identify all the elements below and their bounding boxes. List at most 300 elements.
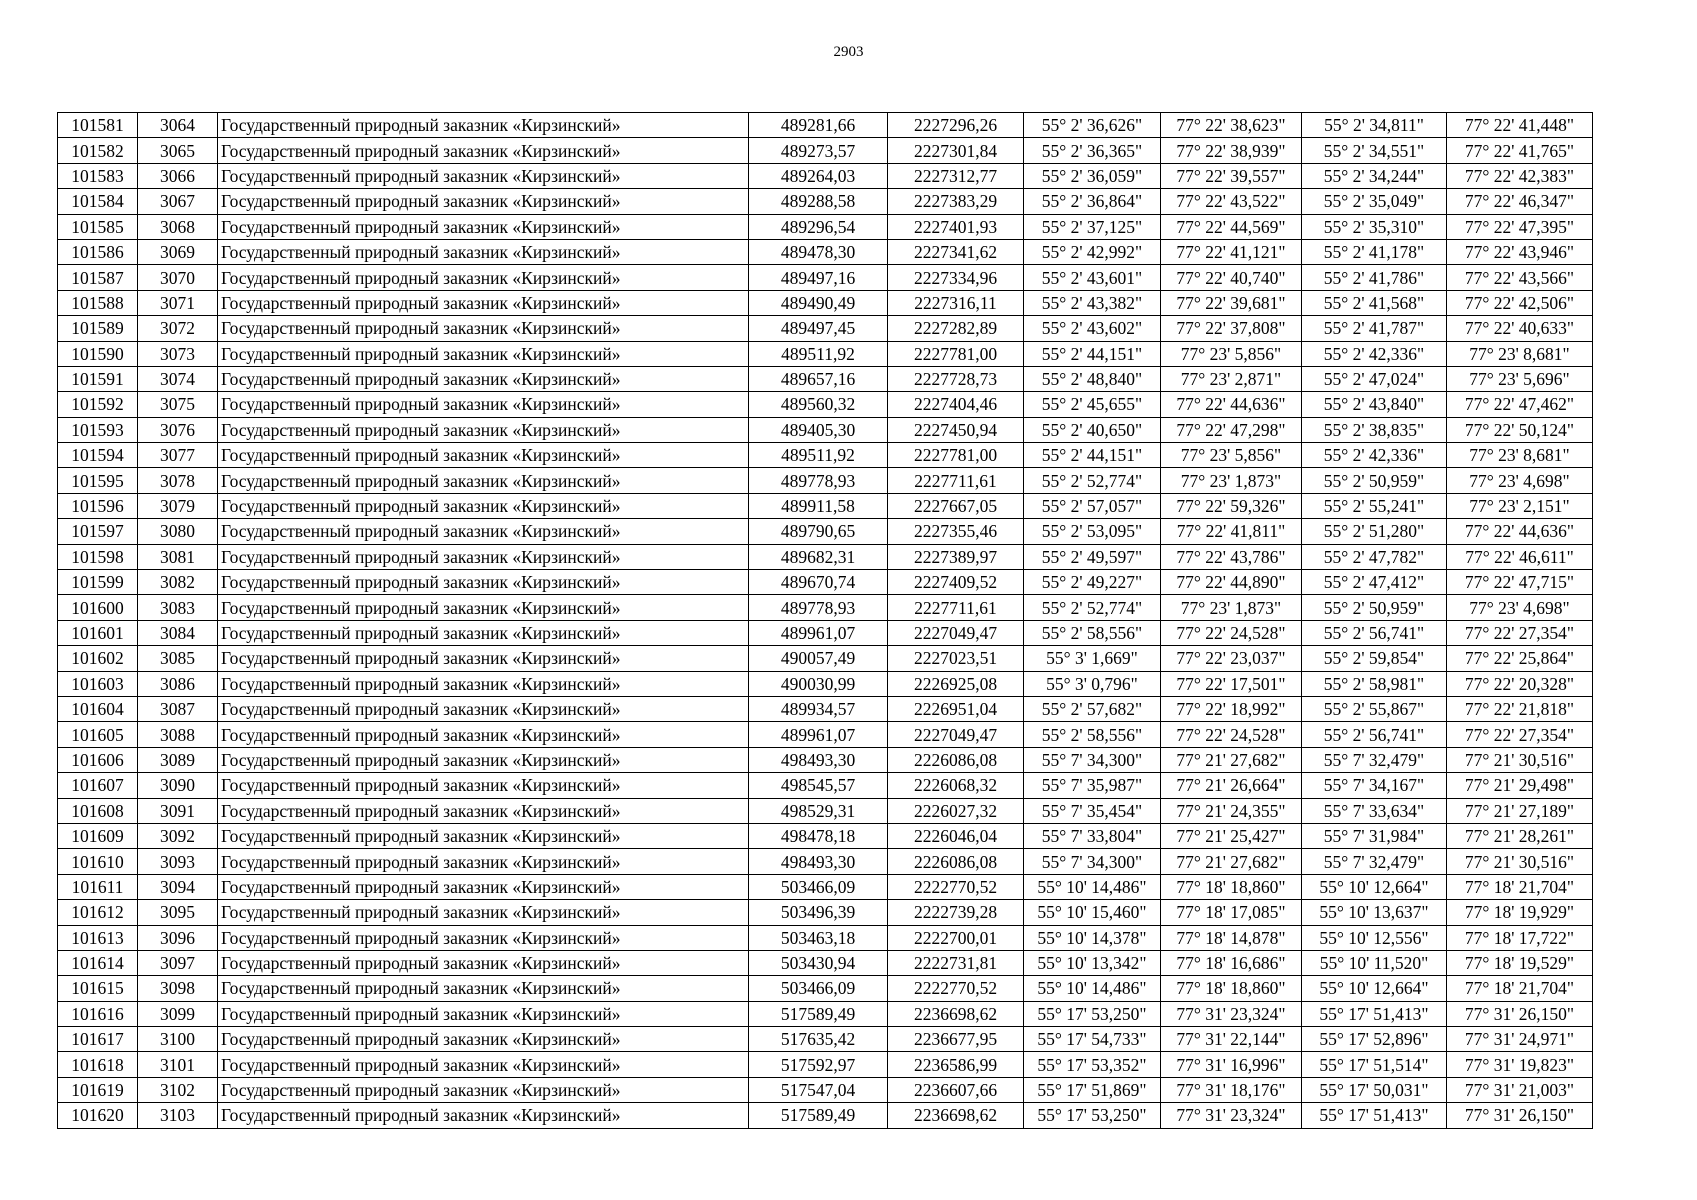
y-coordinate-cell: 2227728,73 — [888, 366, 1024, 391]
longitude-wgs-cell: 77° 23' 2,151" — [1447, 493, 1593, 518]
y-coordinate-cell: 2227401,93 — [888, 214, 1024, 239]
table-row — [58, 950, 1593, 975]
record-id-cell: 101596 — [58, 493, 138, 518]
y-coordinate-cell: 2227341,62 — [888, 239, 1024, 264]
table-row — [58, 519, 1593, 544]
latitude-wgs-cell: 55° 2' 58,981" — [1302, 671, 1447, 696]
x-coordinate-cell: 503430,94 — [749, 950, 888, 975]
latitude-wgs-cell: 55° 2' 47,024" — [1302, 366, 1447, 391]
table-row — [58, 671, 1593, 696]
latitude-wgs-cell: 55° 10' 12,664" — [1302, 874, 1447, 899]
x-coordinate-cell: 498529,31 — [749, 798, 888, 823]
table-row — [58, 773, 1593, 798]
territory-name-cell: Государственный природный заказник «Кирзинский» — [218, 239, 749, 264]
longitude-msk-cell: 77° 31' 23,324" — [1161, 1001, 1302, 1026]
longitude-wgs-cell: 77° 21' 27,189" — [1447, 798, 1593, 823]
x-coordinate-cell: 517589,49 — [749, 1103, 888, 1128]
point-number-cell: 3094 — [138, 874, 218, 899]
latitude-wgs-cell: 55° 10' 12,664" — [1302, 976, 1447, 1001]
x-coordinate-cell: 489790,65 — [749, 519, 888, 544]
table-row — [58, 570, 1593, 595]
table-row — [58, 113, 1593, 138]
latitude-wgs-cell: 55° 2' 41,787" — [1302, 316, 1447, 341]
y-coordinate-cell: 2227711,61 — [888, 595, 1024, 620]
longitude-wgs-cell: 77° 23' 5,696" — [1447, 366, 1593, 391]
territory-name-cell: Государственный природный заказник «Кирзинский» — [218, 138, 749, 163]
record-id-cell: 101615 — [58, 976, 138, 1001]
point-number-cell: 3071 — [138, 290, 218, 315]
territory-name-cell: Государственный природный заказник «Кирзинский» — [218, 443, 749, 468]
y-coordinate-cell: 2222739,28 — [888, 900, 1024, 925]
latitude-msk-cell: 55° 7' 33,804" — [1024, 823, 1161, 848]
table-row — [58, 316, 1593, 341]
latitude-wgs-cell: 55° 7' 31,984" — [1302, 823, 1447, 848]
longitude-wgs-cell: 77° 22' 47,395" — [1447, 214, 1593, 239]
record-id-cell: 101606 — [58, 747, 138, 772]
point-number-cell: 3092 — [138, 823, 218, 848]
table-row — [58, 976, 1593, 1001]
x-coordinate-cell: 489490,49 — [749, 290, 888, 315]
x-coordinate-cell: 517547,04 — [749, 1077, 888, 1102]
longitude-wgs-cell: 77° 21' 30,516" — [1447, 849, 1593, 874]
latitude-msk-cell: 55° 7' 34,300" — [1024, 849, 1161, 874]
latitude-msk-cell: 55° 17' 54,733" — [1024, 1027, 1161, 1052]
y-coordinate-cell: 2227383,29 — [888, 189, 1024, 214]
longitude-msk-cell: 77° 31' 18,176" — [1161, 1077, 1302, 1102]
point-number-cell: 3086 — [138, 671, 218, 696]
longitude-msk-cell: 77° 22' 17,501" — [1161, 671, 1302, 696]
latitude-msk-cell: 55° 2' 36,864" — [1024, 189, 1161, 214]
territory-name-cell: Государственный природный заказник «Кирзинский» — [218, 1052, 749, 1077]
table-row — [58, 493, 1593, 518]
latitude-msk-cell: 55° 10' 14,378" — [1024, 925, 1161, 950]
longitude-msk-cell: 77° 21' 27,682" — [1161, 849, 1302, 874]
record-id-cell: 101613 — [58, 925, 138, 950]
point-number-cell: 3089 — [138, 747, 218, 772]
record-id-cell: 101594 — [58, 443, 138, 468]
point-number-cell: 3099 — [138, 1001, 218, 1026]
table-row — [58, 417, 1593, 442]
latitude-wgs-cell: 55° 7' 34,167" — [1302, 773, 1447, 798]
record-id-cell: 101588 — [58, 290, 138, 315]
point-number-cell: 3073 — [138, 341, 218, 366]
record-id-cell: 101590 — [58, 341, 138, 366]
longitude-msk-cell: 77° 22' 41,121" — [1161, 239, 1302, 264]
record-id-cell: 101618 — [58, 1052, 138, 1077]
longitude-msk-cell: 77° 22' 18,992" — [1161, 696, 1302, 721]
longitude-msk-cell: 77° 23' 5,856" — [1161, 443, 1302, 468]
point-number-cell: 3097 — [138, 950, 218, 975]
table-row — [58, 443, 1593, 468]
x-coordinate-cell: 503466,09 — [749, 874, 888, 899]
latitude-msk-cell: 55° 2' 37,125" — [1024, 214, 1161, 239]
longitude-wgs-cell: 77° 22' 20,328" — [1447, 671, 1593, 696]
x-coordinate-cell: 489778,93 — [749, 595, 888, 620]
latitude-wgs-cell: 55° 2' 47,782" — [1302, 544, 1447, 569]
latitude-wgs-cell: 55° 2' 41,178" — [1302, 239, 1447, 264]
longitude-wgs-cell: 77° 21' 28,261" — [1447, 823, 1593, 848]
latitude-wgs-cell: 55° 2' 38,835" — [1302, 417, 1447, 442]
point-number-cell: 3091 — [138, 798, 218, 823]
longitude-wgs-cell: 77° 22' 25,864" — [1447, 646, 1593, 671]
territory-name-cell: Государственный природный заказник «Кирзинский» — [218, 849, 749, 874]
territory-name-cell: Государственный природный заказник «Кирзинский» — [218, 392, 749, 417]
table-row — [58, 265, 1593, 290]
y-coordinate-cell: 2227667,05 — [888, 493, 1024, 518]
longitude-msk-cell: 77° 31' 16,996" — [1161, 1052, 1302, 1077]
territory-name-cell: Государственный природный заказник «Кирзинский» — [218, 646, 749, 671]
table-row — [58, 163, 1593, 188]
territory-name-cell: Государственный природный заказник «Кирзинский» — [218, 290, 749, 315]
table-row — [58, 392, 1593, 417]
territory-name-cell: Государственный природный заказник «Кирзинский» — [218, 519, 749, 544]
y-coordinate-cell: 2227355,46 — [888, 519, 1024, 544]
y-coordinate-cell: 2227781,00 — [888, 341, 1024, 366]
point-number-cell: 3102 — [138, 1077, 218, 1102]
record-id-cell: 101602 — [58, 646, 138, 671]
point-number-cell: 3100 — [138, 1027, 218, 1052]
latitude-msk-cell: 55° 2' 44,151" — [1024, 341, 1161, 366]
territory-name-cell: Государственный природный заказник «Кирзинский» — [218, 493, 749, 518]
territory-name-cell: Государственный природный заказник «Кирзинский» — [218, 1103, 749, 1128]
longitude-wgs-cell: 77° 22' 46,611" — [1447, 544, 1593, 569]
record-id-cell: 101609 — [58, 823, 138, 848]
longitude-wgs-cell: 77° 18' 21,704" — [1447, 874, 1593, 899]
record-id-cell: 101587 — [58, 265, 138, 290]
territory-name-cell: Государственный природный заказник «Кирзинский» — [218, 265, 749, 290]
territory-name-cell: Государственный природный заказник «Кирзинский» — [218, 620, 749, 645]
longitude-msk-cell: 77° 23' 2,871" — [1161, 366, 1302, 391]
latitude-msk-cell: 55° 2' 49,597" — [1024, 544, 1161, 569]
y-coordinate-cell: 2227404,46 — [888, 392, 1024, 417]
point-number-cell: 3066 — [138, 163, 218, 188]
longitude-msk-cell: 77° 22' 44,569" — [1161, 214, 1302, 239]
x-coordinate-cell: 489911,58 — [749, 493, 888, 518]
latitude-msk-cell: 55° 17' 53,250" — [1024, 1103, 1161, 1128]
table-row — [58, 239, 1593, 264]
longitude-wgs-cell: 77° 22' 41,448" — [1447, 113, 1593, 138]
latitude-wgs-cell: 55° 17' 52,896" — [1302, 1027, 1447, 1052]
longitude-msk-cell: 77° 22' 39,557" — [1161, 163, 1302, 188]
table-row — [58, 925, 1593, 950]
record-id-cell: 101584 — [58, 189, 138, 214]
longitude-msk-cell: 77° 22' 37,808" — [1161, 316, 1302, 341]
y-coordinate-cell: 2226086,08 — [888, 747, 1024, 772]
latitude-msk-cell: 55° 2' 48,840" — [1024, 366, 1161, 391]
longitude-msk-cell: 77° 21' 24,355" — [1161, 798, 1302, 823]
latitude-msk-cell: 55° 2' 52,774" — [1024, 595, 1161, 620]
longitude-wgs-cell: 77° 31' 26,150" — [1447, 1103, 1593, 1128]
longitude-wgs-cell: 77° 22' 47,715" — [1447, 570, 1593, 595]
x-coordinate-cell: 489778,93 — [749, 468, 888, 493]
latitude-wgs-cell: 55° 2' 35,310" — [1302, 214, 1447, 239]
y-coordinate-cell: 2226086,08 — [888, 849, 1024, 874]
territory-name-cell: Государственный природный заказник «Кирзинский» — [218, 950, 749, 975]
latitude-msk-cell: 55° 17' 51,869" — [1024, 1077, 1161, 1102]
point-number-cell: 3076 — [138, 417, 218, 442]
latitude-msk-cell: 55° 2' 58,556" — [1024, 620, 1161, 645]
latitude-wgs-cell: 55° 2' 42,336" — [1302, 341, 1447, 366]
point-number-cell: 3065 — [138, 138, 218, 163]
longitude-wgs-cell: 77° 22' 42,383" — [1447, 163, 1593, 188]
table-body — [58, 113, 1593, 1129]
territory-name-cell: Государственный природный заказник «Кирзинский» — [218, 1027, 749, 1052]
latitude-wgs-cell: 55° 17' 51,413" — [1302, 1001, 1447, 1026]
latitude-msk-cell: 55° 7' 34,300" — [1024, 747, 1161, 772]
territory-name-cell: Государственный природный заказник «Кирзинский» — [218, 214, 749, 239]
table-row — [58, 468, 1593, 493]
record-id-cell: 101619 — [58, 1077, 138, 1102]
record-id-cell: 101582 — [58, 138, 138, 163]
longitude-msk-cell: 77° 18' 14,878" — [1161, 925, 1302, 950]
latitude-msk-cell: 55° 3' 1,669" — [1024, 646, 1161, 671]
record-id-cell: 101597 — [58, 519, 138, 544]
table-row — [58, 1103, 1593, 1128]
territory-name-cell: Государственный природный заказник «Кирзинский» — [218, 113, 749, 138]
point-number-cell: 3084 — [138, 620, 218, 645]
table-row — [58, 1027, 1593, 1052]
y-coordinate-cell: 2236698,62 — [888, 1001, 1024, 1026]
point-number-cell: 3085 — [138, 646, 218, 671]
record-id-cell: 101599 — [58, 570, 138, 595]
x-coordinate-cell: 503466,09 — [749, 976, 888, 1001]
latitude-wgs-cell: 55° 2' 50,959" — [1302, 468, 1447, 493]
latitude-msk-cell: 55° 3' 0,796" — [1024, 671, 1161, 696]
x-coordinate-cell: 489961,07 — [749, 722, 888, 747]
table-row — [58, 798, 1593, 823]
point-number-cell: 3064 — [138, 113, 218, 138]
latitude-msk-cell: 55° 17' 53,352" — [1024, 1052, 1161, 1077]
point-number-cell: 3078 — [138, 468, 218, 493]
latitude-wgs-cell: 55° 7' 32,479" — [1302, 849, 1447, 874]
point-number-cell: 3083 — [138, 595, 218, 620]
record-id-cell: 101592 — [58, 392, 138, 417]
latitude-wgs-cell: 55° 17' 50,031" — [1302, 1077, 1447, 1102]
longitude-wgs-cell: 77° 31' 19,823" — [1447, 1052, 1593, 1077]
x-coordinate-cell: 489961,07 — [749, 620, 888, 645]
longitude-msk-cell: 77° 22' 41,811" — [1161, 519, 1302, 544]
record-id-cell: 101593 — [58, 417, 138, 442]
point-number-cell: 3070 — [138, 265, 218, 290]
latitude-msk-cell: 55° 2' 36,626" — [1024, 113, 1161, 138]
longitude-msk-cell: 77° 22' 43,786" — [1161, 544, 1302, 569]
latitude-msk-cell: 55° 2' 40,650" — [1024, 417, 1161, 442]
x-coordinate-cell: 498493,30 — [749, 849, 888, 874]
latitude-msk-cell: 55° 7' 35,454" — [1024, 798, 1161, 823]
territory-name-cell: Государственный природный заказник «Кирзинский» — [218, 900, 749, 925]
territory-name-cell: Государственный природный заказник «Кирзинский» — [218, 1077, 749, 1102]
record-id-cell: 101607 — [58, 773, 138, 798]
x-coordinate-cell: 489405,30 — [749, 417, 888, 442]
latitude-wgs-cell: 55° 10' 11,520" — [1302, 950, 1447, 975]
table-row — [58, 696, 1593, 721]
x-coordinate-cell: 489670,74 — [749, 570, 888, 595]
longitude-msk-cell: 77° 22' 44,636" — [1161, 392, 1302, 417]
point-number-cell: 3075 — [138, 392, 218, 417]
latitude-wgs-cell: 55° 2' 34,811" — [1302, 113, 1447, 138]
x-coordinate-cell: 489511,92 — [749, 341, 888, 366]
latitude-msk-cell: 55° 2' 57,057" — [1024, 493, 1161, 518]
longitude-wgs-cell: 77° 18' 21,704" — [1447, 976, 1593, 1001]
latitude-msk-cell: 55° 10' 14,486" — [1024, 976, 1161, 1001]
territory-name-cell: Государственный природный заказник «Кирзинский» — [218, 468, 749, 493]
table-row — [58, 823, 1593, 848]
record-id-cell: 101595 — [58, 468, 138, 493]
point-number-cell: 3103 — [138, 1103, 218, 1128]
territory-name-cell: Государственный природный заказник «Кирзинский» — [218, 823, 749, 848]
x-coordinate-cell: 490057,49 — [749, 646, 888, 671]
table-row — [58, 849, 1593, 874]
latitude-msk-cell: 55° 7' 35,987" — [1024, 773, 1161, 798]
point-number-cell: 3082 — [138, 570, 218, 595]
latitude-wgs-cell: 55° 2' 41,786" — [1302, 265, 1447, 290]
latitude-wgs-cell: 55° 10' 12,556" — [1302, 925, 1447, 950]
x-coordinate-cell: 489264,03 — [749, 163, 888, 188]
record-id-cell: 101601 — [58, 620, 138, 645]
record-id-cell: 101583 — [58, 163, 138, 188]
latitude-wgs-cell: 55° 7' 32,479" — [1302, 747, 1447, 772]
latitude-msk-cell: 55° 2' 43,602" — [1024, 316, 1161, 341]
record-id-cell: 101598 — [58, 544, 138, 569]
x-coordinate-cell: 503496,39 — [749, 900, 888, 925]
table-row — [58, 138, 1593, 163]
longitude-wgs-cell: 77° 22' 27,354" — [1447, 620, 1593, 645]
longitude-wgs-cell: 77° 22' 47,462" — [1447, 392, 1593, 417]
point-number-cell: 3080 — [138, 519, 218, 544]
point-number-cell: 3096 — [138, 925, 218, 950]
latitude-msk-cell: 55° 2' 57,682" — [1024, 696, 1161, 721]
territory-name-cell: Государственный природный заказник «Кирзинский» — [218, 595, 749, 620]
territory-name-cell: Государственный природный заказник «Кирзинский» — [218, 696, 749, 721]
record-id-cell: 101605 — [58, 722, 138, 747]
latitude-msk-cell: 55° 2' 58,556" — [1024, 722, 1161, 747]
longitude-wgs-cell: 77° 23' 4,698" — [1447, 595, 1593, 620]
point-number-cell: 3068 — [138, 214, 218, 239]
table-row — [58, 341, 1593, 366]
latitude-wgs-cell: 55° 2' 35,049" — [1302, 189, 1447, 214]
longitude-msk-cell: 77° 22' 38,939" — [1161, 138, 1302, 163]
territory-name-cell: Государственный природный заказник «Кирзинский» — [218, 417, 749, 442]
y-coordinate-cell: 2226925,08 — [888, 671, 1024, 696]
latitude-msk-cell: 55° 17' 53,250" — [1024, 1001, 1161, 1026]
point-number-cell: 3101 — [138, 1052, 218, 1077]
y-coordinate-cell: 2227049,47 — [888, 722, 1024, 747]
territory-name-cell: Государственный природный заказник «Кирзинский» — [218, 747, 749, 772]
longitude-msk-cell: 77° 31' 22,144" — [1161, 1027, 1302, 1052]
y-coordinate-cell: 2227389,97 — [888, 544, 1024, 569]
x-coordinate-cell: 489478,30 — [749, 239, 888, 264]
latitude-msk-cell: 55° 10' 14,486" — [1024, 874, 1161, 899]
y-coordinate-cell: 2222700,01 — [888, 925, 1024, 950]
longitude-msk-cell: 77° 18' 18,860" — [1161, 976, 1302, 1001]
territory-name-cell: Государственный природный заказник «Кирзинский» — [218, 341, 749, 366]
longitude-msk-cell: 77° 21' 27,682" — [1161, 747, 1302, 772]
y-coordinate-cell: 2227312,77 — [888, 163, 1024, 188]
longitude-wgs-cell: 77° 23' 8,681" — [1447, 443, 1593, 468]
x-coordinate-cell: 489682,31 — [749, 544, 888, 569]
latitude-msk-cell: 55° 2' 45,655" — [1024, 392, 1161, 417]
point-number-cell: 3079 — [138, 493, 218, 518]
longitude-wgs-cell: 77° 22' 42,506" — [1447, 290, 1593, 315]
longitude-msk-cell: 77° 22' 24,528" — [1161, 620, 1302, 645]
y-coordinate-cell: 2227282,89 — [888, 316, 1024, 341]
longitude-wgs-cell: 77° 22' 44,636" — [1447, 519, 1593, 544]
territory-name-cell: Государственный природный заказник «Кирзинский» — [218, 874, 749, 899]
record-id-cell: 101591 — [58, 366, 138, 391]
longitude-msk-cell: 77° 22' 47,298" — [1161, 417, 1302, 442]
latitude-wgs-cell: 55° 2' 34,551" — [1302, 138, 1447, 163]
longitude-msk-cell: 77° 22' 23,037" — [1161, 646, 1302, 671]
table-row — [58, 290, 1593, 315]
longitude-wgs-cell: 77° 21' 30,516" — [1447, 747, 1593, 772]
table-row — [58, 900, 1593, 925]
longitude-msk-cell: 77° 22' 59,326" — [1161, 493, 1302, 518]
record-id-cell: 101585 — [58, 214, 138, 239]
y-coordinate-cell: 2227049,47 — [888, 620, 1024, 645]
y-coordinate-cell: 2227781,00 — [888, 443, 1024, 468]
latitude-wgs-cell: 55° 2' 59,854" — [1302, 646, 1447, 671]
x-coordinate-cell: 517592,97 — [749, 1052, 888, 1077]
longitude-wgs-cell: 77° 22' 41,765" — [1447, 138, 1593, 163]
latitude-msk-cell: 55° 2' 42,992" — [1024, 239, 1161, 264]
latitude-wgs-cell: 55° 2' 56,741" — [1302, 620, 1447, 645]
y-coordinate-cell: 2236677,95 — [888, 1027, 1024, 1052]
longitude-wgs-cell: 77° 18' 17,722" — [1447, 925, 1593, 950]
table-row — [58, 722, 1593, 747]
longitude-wgs-cell: 77° 22' 46,347" — [1447, 189, 1593, 214]
latitude-wgs-cell: 55° 2' 51,280" — [1302, 519, 1447, 544]
latitude-msk-cell: 55° 2' 43,382" — [1024, 290, 1161, 315]
coordinates-table — [57, 112, 1593, 1129]
territory-name-cell: Государственный природный заказник «Кирзинский» — [218, 570, 749, 595]
record-id-cell: 101604 — [58, 696, 138, 721]
latitude-msk-cell: 55° 10' 13,342" — [1024, 950, 1161, 975]
longitude-msk-cell: 77° 22' 38,623" — [1161, 113, 1302, 138]
y-coordinate-cell: 2227296,26 — [888, 113, 1024, 138]
point-number-cell: 3098 — [138, 976, 218, 1001]
longitude-msk-cell: 77° 18' 16,686" — [1161, 950, 1302, 975]
territory-name-cell: Государственный природный заказник «Кирзинский» — [218, 189, 749, 214]
page-number: 2903 — [833, 44, 864, 60]
longitude-msk-cell: 77° 22' 44,890" — [1161, 570, 1302, 595]
x-coordinate-cell: 489497,16 — [749, 265, 888, 290]
latitude-wgs-cell: 55° 17' 51,514" — [1302, 1052, 1447, 1077]
x-coordinate-cell: 490030,99 — [749, 671, 888, 696]
record-id-cell: 101589 — [58, 316, 138, 341]
point-number-cell: 3072 — [138, 316, 218, 341]
latitude-msk-cell: 55° 2' 53,095" — [1024, 519, 1161, 544]
y-coordinate-cell: 2226068,32 — [888, 773, 1024, 798]
x-coordinate-cell: 489281,66 — [749, 113, 888, 138]
longitude-msk-cell: 77° 22' 40,740" — [1161, 265, 1302, 290]
record-id-cell: 101620 — [58, 1103, 138, 1128]
y-coordinate-cell: 2227409,52 — [888, 570, 1024, 595]
longitude-msk-cell: 77° 23' 5,856" — [1161, 341, 1302, 366]
longitude-msk-cell: 77° 31' 23,324" — [1161, 1103, 1302, 1128]
table-row — [58, 620, 1593, 645]
latitude-msk-cell: 55° 2' 36,059" — [1024, 163, 1161, 188]
x-coordinate-cell: 489497,45 — [749, 316, 888, 341]
territory-name-cell: Государственный природный заказник «Кирзинский» — [218, 798, 749, 823]
x-coordinate-cell: 489934,57 — [749, 696, 888, 721]
longitude-wgs-cell: 77° 22' 27,354" — [1447, 722, 1593, 747]
latitude-msk-cell: 55° 2' 44,151" — [1024, 443, 1161, 468]
x-coordinate-cell: 517635,42 — [749, 1027, 888, 1052]
table-row — [58, 747, 1593, 772]
y-coordinate-cell: 2227334,96 — [888, 265, 1024, 290]
longitude-msk-cell: 77° 22' 39,681" — [1161, 290, 1302, 315]
table-row — [58, 544, 1593, 569]
